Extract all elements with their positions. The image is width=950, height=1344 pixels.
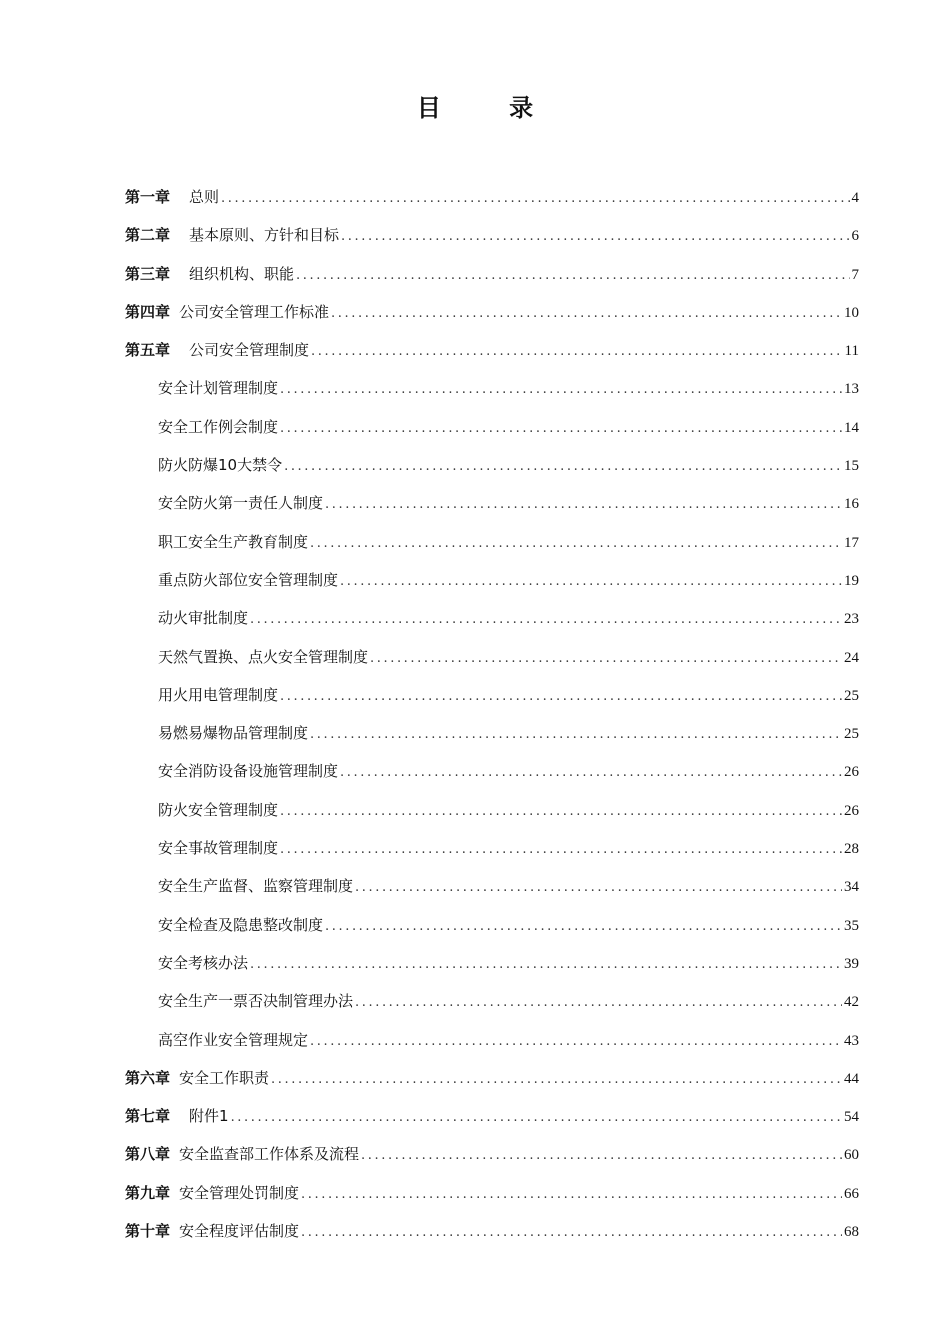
- toc-entry-title: 安全工作例会制度: [158, 417, 279, 436]
- toc-entry[interactable]: [125, 1067, 859, 1105]
- toc-dot-leader: [280, 804, 842, 819]
- table-of-contents: [125, 186, 859, 1258]
- toc-entry-title: 公司安全管理制度: [189, 341, 310, 360]
- toc-entry[interactable]: [125, 416, 859, 454]
- toc-entry-label: [158, 799, 278, 820]
- toc-entry-label: [158, 837, 278, 858]
- toc-entry[interactable]: [125, 224, 859, 262]
- toc-chapter-number: 第九章: [125, 1183, 171, 1202]
- toc-entry[interactable]: [125, 1029, 859, 1067]
- toc-dot-leader: [280, 421, 842, 436]
- toc-entry[interactable]: [125, 837, 859, 875]
- toc-entry-title: 防火防爆10大禁令: [158, 456, 283, 475]
- toc-entry-title: 易燃易爆物品管理制度: [158, 724, 309, 743]
- toc-entry-title: 用火用电管理制度: [158, 685, 279, 704]
- toc-page-number: 28: [844, 841, 859, 858]
- toc-entry-label: [125, 224, 339, 245]
- toc-dot-leader: [361, 1148, 842, 1163]
- toc-page-number: 44: [844, 1070, 859, 1087]
- toc-page-number: 13: [844, 381, 859, 398]
- toc-entry-title: 基本原则、方针和目标: [189, 226, 340, 245]
- toc-page-number: 15: [844, 458, 859, 475]
- toc-page-number: 17: [844, 534, 859, 551]
- toc-dot-leader: [280, 842, 842, 857]
- toc-dot-leader: [340, 765, 842, 780]
- toc-dot-leader: [325, 919, 842, 934]
- toc-entry[interactable]: [125, 1182, 859, 1220]
- toc-entry[interactable]: [125, 339, 859, 377]
- toc-page-number: 16: [844, 496, 859, 513]
- toc-chapter-number: 第一章: [125, 188, 171, 206]
- toc-entry-title: 安全工作职责: [179, 1068, 270, 1087]
- toc-entry-label: [158, 454, 282, 475]
- toc-page-number: 14: [844, 419, 859, 436]
- toc-entry-label: [125, 1067, 269, 1088]
- toc-dot-leader: [340, 574, 842, 589]
- toc-entry[interactable]: [125, 684, 859, 722]
- toc-entry-label: [158, 531, 308, 552]
- toc-chapter-number: 第三章: [125, 264, 171, 283]
- toc-entry[interactable]: [125, 1220, 859, 1258]
- toc-entry[interactable]: [125, 301, 859, 339]
- toc-entry-label: [158, 990, 353, 1011]
- toc-page-number: 25: [844, 726, 859, 743]
- toc-page-number: 19: [844, 572, 859, 589]
- toc-entry-label: [125, 1182, 299, 1203]
- toc-entry-title: 安全程度评估制度: [179, 1222, 300, 1241]
- toc-page-number: 26: [844, 764, 859, 781]
- toc-entry-title: 安全考核办法: [158, 953, 249, 972]
- toc-dot-leader: [250, 957, 842, 972]
- toc-entry-title: 安全消防设备设施管理制度: [158, 762, 339, 781]
- toc-entry[interactable]: [125, 646, 859, 684]
- toc-entry-label: [158, 646, 368, 667]
- toc-entry[interactable]: [125, 990, 859, 1028]
- toc-entry-label: [125, 339, 309, 360]
- toc-entry-title: 天然气置换、点火安全管理制度: [158, 647, 369, 666]
- toc-entry-label: [158, 492, 323, 513]
- toc-dot-leader: [221, 191, 849, 206]
- toc-entry-title: 总则: [189, 188, 220, 206]
- toc-dot-leader: [355, 995, 842, 1010]
- toc-page-number: 60: [844, 1147, 859, 1164]
- toc-chapter-number: 第八章: [125, 1145, 171, 1164]
- toc-entry[interactable]: [125, 914, 859, 952]
- toc-entry-title: 安全防火第一责任人制度: [158, 494, 324, 513]
- toc-entry-label: [158, 416, 278, 437]
- toc-dot-leader: [331, 306, 842, 321]
- toc-entry-label: [158, 722, 308, 743]
- toc-entry-title: 安全检查及隐患整改制度: [158, 915, 324, 934]
- toc-chapter-number: 第五章: [125, 341, 171, 360]
- toc-entry[interactable]: [125, 952, 859, 990]
- toc-dot-leader: [296, 268, 849, 283]
- toc-dot-leader: [311, 344, 843, 359]
- toc-entry-title: 安全生产监督、监察管理制度: [158, 877, 354, 896]
- toc-page-number: 66: [844, 1185, 859, 1202]
- toc-page-number: 68: [844, 1224, 859, 1241]
- toc-entry[interactable]: [125, 263, 859, 301]
- toc-entry-title: 安全管理处罚制度: [179, 1183, 300, 1202]
- toc-entry[interactable]: [125, 760, 859, 798]
- toc-entry-label: [158, 607, 248, 628]
- toc-entry-label: [158, 914, 323, 935]
- toc-entry[interactable]: [125, 531, 859, 569]
- toc-entry-label: [158, 952, 248, 973]
- toc-dot-leader: [325, 497, 842, 512]
- toc-page-number: 4: [851, 190, 859, 206]
- toc-entry-label: [125, 1105, 229, 1126]
- toc-entry[interactable]: [125, 492, 859, 530]
- toc-page-number: 6: [851, 228, 859, 245]
- toc-entry-label: [125, 263, 294, 284]
- toc-page-number: 25: [844, 687, 859, 704]
- toc-page-number: 34: [844, 879, 859, 896]
- toc-dot-leader: [280, 689, 842, 704]
- toc-page-number: 39: [844, 955, 859, 972]
- toc-entry-label: [125, 186, 219, 207]
- toc-dot-leader: [355, 880, 842, 895]
- toc-entry[interactable]: [125, 1143, 859, 1181]
- toc-page-number: 11: [844, 343, 859, 360]
- toc-entry-title: 动火审批制度: [158, 609, 249, 628]
- toc-chapter-number: 第四章: [125, 302, 171, 321]
- toc-entry-title: 公司安全管理工作标准: [179, 302, 330, 321]
- toc-chapter-number: 第十章: [125, 1222, 171, 1241]
- toc-entry-title: 职工安全生产教育制度: [158, 532, 309, 551]
- toc-chapter-number: 第二章: [125, 226, 171, 245]
- toc-entry[interactable]: [125, 186, 859, 224]
- toc-dot-leader: [250, 612, 842, 627]
- toc-entry[interactable]: [125, 722, 859, 760]
- toc-dot-leader: [310, 536, 842, 551]
- toc-page-number: 26: [844, 802, 859, 819]
- toc-entry-label: [158, 684, 278, 705]
- toc-entry[interactable]: [125, 875, 859, 913]
- toc-page-number: 10: [844, 304, 859, 321]
- toc-entry-title: 安全计划管理制度: [158, 379, 279, 398]
- toc-dot-leader: [231, 1110, 842, 1125]
- toc-entry-label: [158, 1029, 308, 1050]
- page-title: 目 录: [416, 94, 564, 122]
- toc-entry-label: [158, 569, 338, 590]
- toc-entry-title: 组织机构、职能: [189, 264, 295, 283]
- toc-entry[interactable]: [125, 607, 859, 645]
- toc-entry-label: [125, 1220, 299, 1241]
- toc-page-number: 7: [851, 266, 859, 283]
- toc-page-number: 35: [844, 917, 859, 934]
- toc-dot-leader: [280, 382, 842, 397]
- toc-dot-leader: [284, 459, 842, 474]
- toc-dot-leader: [341, 229, 849, 244]
- toc-entry[interactable]: [125, 377, 859, 415]
- toc-entry-label: [125, 301, 329, 322]
- toc-dot-leader: [310, 727, 842, 742]
- toc-entry-title: 安全事故管理制度: [158, 839, 279, 858]
- toc-dot-leader: [310, 1034, 842, 1049]
- toc-entry-label: [158, 875, 353, 896]
- toc-entry[interactable]: [125, 799, 859, 837]
- toc-entry-label: [158, 760, 338, 781]
- toc-entry[interactable]: [125, 569, 859, 607]
- toc-entry-title: 安全监查部工作体系及流程: [179, 1145, 360, 1164]
- toc-entry[interactable]: [125, 1105, 859, 1143]
- toc-dot-leader: [301, 1187, 842, 1202]
- toc-chapter-number: 第六章: [125, 1068, 171, 1087]
- toc-entry[interactable]: [125, 454, 859, 492]
- toc-chapter-number: 第七章: [125, 1107, 171, 1126]
- toc-entry-title: 高空作业安全管理规定: [158, 1030, 309, 1049]
- toc-entry-title: 安全生产一票否决制管理办法: [158, 992, 354, 1011]
- toc-page-number: 54: [844, 1109, 859, 1126]
- toc-dot-leader: [370, 651, 842, 666]
- toc-entry-title: 附件1: [189, 1107, 229, 1126]
- toc-dot-leader: [301, 1225, 842, 1240]
- toc-entry-title: 防火安全管理制度: [158, 800, 279, 819]
- toc-page-number: 42: [844, 994, 859, 1011]
- toc-dot-leader: [271, 1072, 842, 1087]
- toc-entry-title: 重点防火部位安全管理制度: [158, 570, 339, 589]
- toc-page-number: 23: [844, 611, 859, 628]
- toc-page-number: 43: [844, 1032, 859, 1049]
- toc-entry-label: [158, 377, 278, 398]
- toc-page-number: 24: [844, 649, 859, 666]
- toc-entry-label: [125, 1143, 359, 1164]
